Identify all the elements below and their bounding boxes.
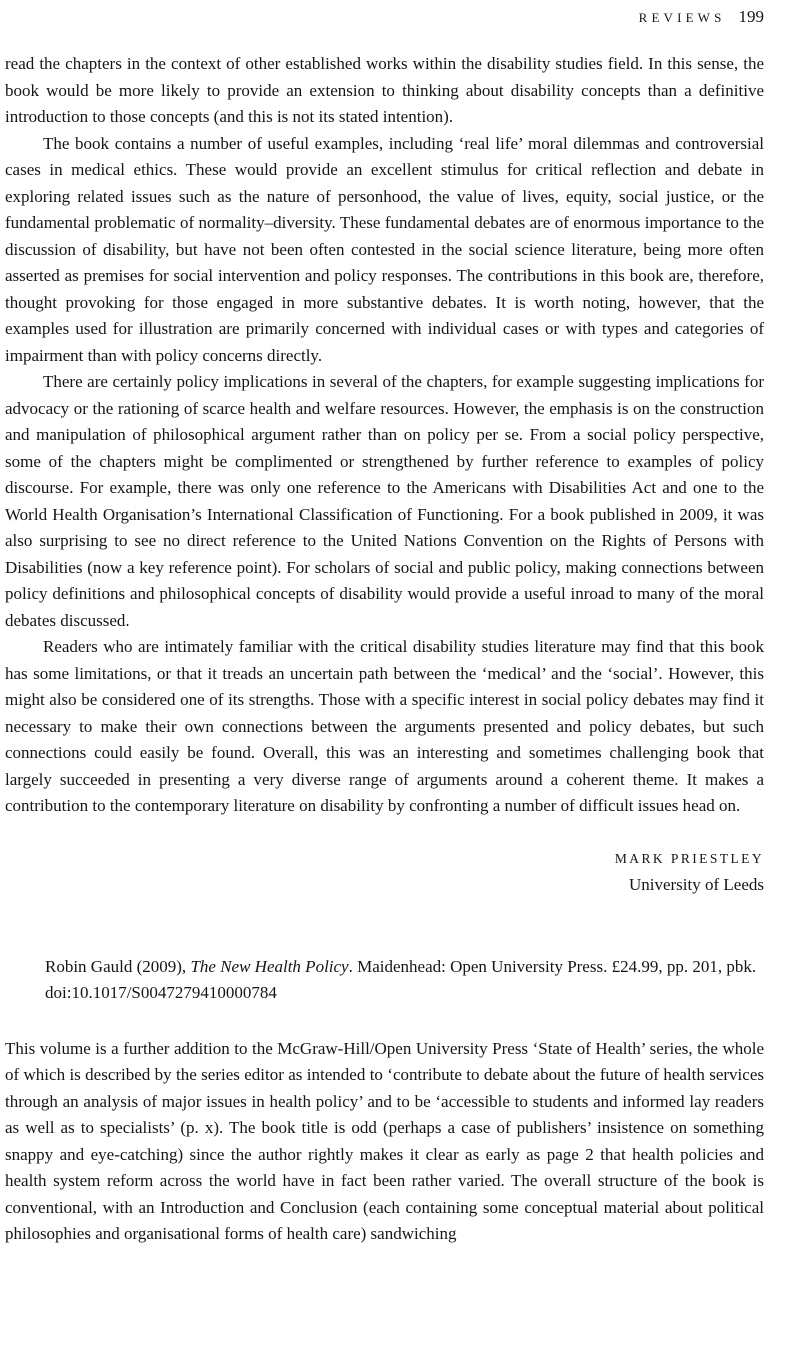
page-header [5,7,764,27]
signature-block [5,846,764,899]
review1-paragraph-1: read the chapters in the context of other established works within the disability studies field. In this sense, the book would be more likely to provide an extension to thinking about disability concepts than a definitive introduction to those concepts (and this is not its stated intention). [5,54,764,126]
citation-author-year: Robin Gauld (2009), [45,956,191,976]
review1-paragraph-2: The book contains a number of useful examples, including ‘real life’ moral dilemmas and controversial cases in medical ethics. These would provide an excellent stimulus for critical reflection and debate in exploring related issues such as the nature of personhood, the value of lives, equity, social justice, or the fundamental problematic of normality–diversity. These fundamental debates are of enormous importance to the discussion of disability, but have not been often contested in the social science literature, being more often asserted as premises for social intervention and policy responses. The contributions in this book are, therefore, thought provoking for those engaged in more substantive debates. It is worth noting, however, that the examples used for illustration are primarily concerned with individual cases or with types and categories of impairment than with policy concerns directly. [5,133,764,365]
reviewer-name: MARK PRIESTLEY [614,850,764,866]
review-body [5,51,764,1248]
citation-book-title: The New Health Policy [190,956,349,976]
review1-paragraph-4: Readers who are intimately familiar with the critical disability studies literature may find that this book has some limitations, or that it treads an uncertain path between the ‘medical’ and the ‘social’. However, this might also be considered one of its strengths. Those with a specific interest in social policy debates may find it necessary to make their own connections between the arguments presented and policy debates, but such connections could easily be found. Overall, this was an interesting and sometimes challenging book that largely succeeded in presenting a very diverse range of arguments around a coherent theme. It makes a contribution to the contemporary literature on disability by confronting a number of difficult issues head on. [5,637,764,815]
book-citation [45,954,764,1007]
review2-paragraph-1: This volume is a further addition to the McGraw-Hill/Open University Press ‘State of Health’ series, the whole of which is described by the series editor as intended to ‘contribute to debate about the future of health services through an analysis of major issues in health policy’ and to be ‘accessible to students and informed lay readers as well as to specialists’ (p. x). The book title is odd (perhaps a case of publishers’ insistence on something snappy and eye-catching) since the author rightly makes it clear as early as page 2 that health policies and health system reform across the world have in fact been rather varied. The overall structure of the book is conventional, with an Introduction and Conclusion (each containing some conceptual material about political philosophies and organisational forms of health care) sandwiching [5,1038,764,1243]
citation-doi: doi:10.1017/S0047279410000784 [45,983,277,1002]
running-head: REVIEWS [638,10,726,25]
reviewer-affiliation: University of Leeds [628,875,764,894]
page-number: 199 [738,7,764,26]
citation-publisher: . Maidenhead: Open University Press. £24.99, pp. 201, pbk. [348,956,757,976]
citation-line [45,954,764,981]
review1-paragraph-3: There are certainly policy implications in several of the chapters, for example suggesting implications for advocacy or the rationing of scarce health and welfare resources. However, the emphasis is on the construction and manipulation of philosophical argument rather than on policy per se. From a social policy perspective, some of the chapters might be complimented or strengthened by further reference to examples of policy discourse. For example, there was only one reference to the Americans with Disabilities Act and one to the World Health Organisation’s International Classification of Functioning. For a book published in 2009, it was also surprising to see no direct reference to the United Nations Convention on the Rights of Persons with Disabilities (now a key reference point). For scholars of social and public policy, making connections between policy definitions and philosophical concepts of disability would provide a useful inroad to many of the moral debates discussed. [5,372,764,630]
